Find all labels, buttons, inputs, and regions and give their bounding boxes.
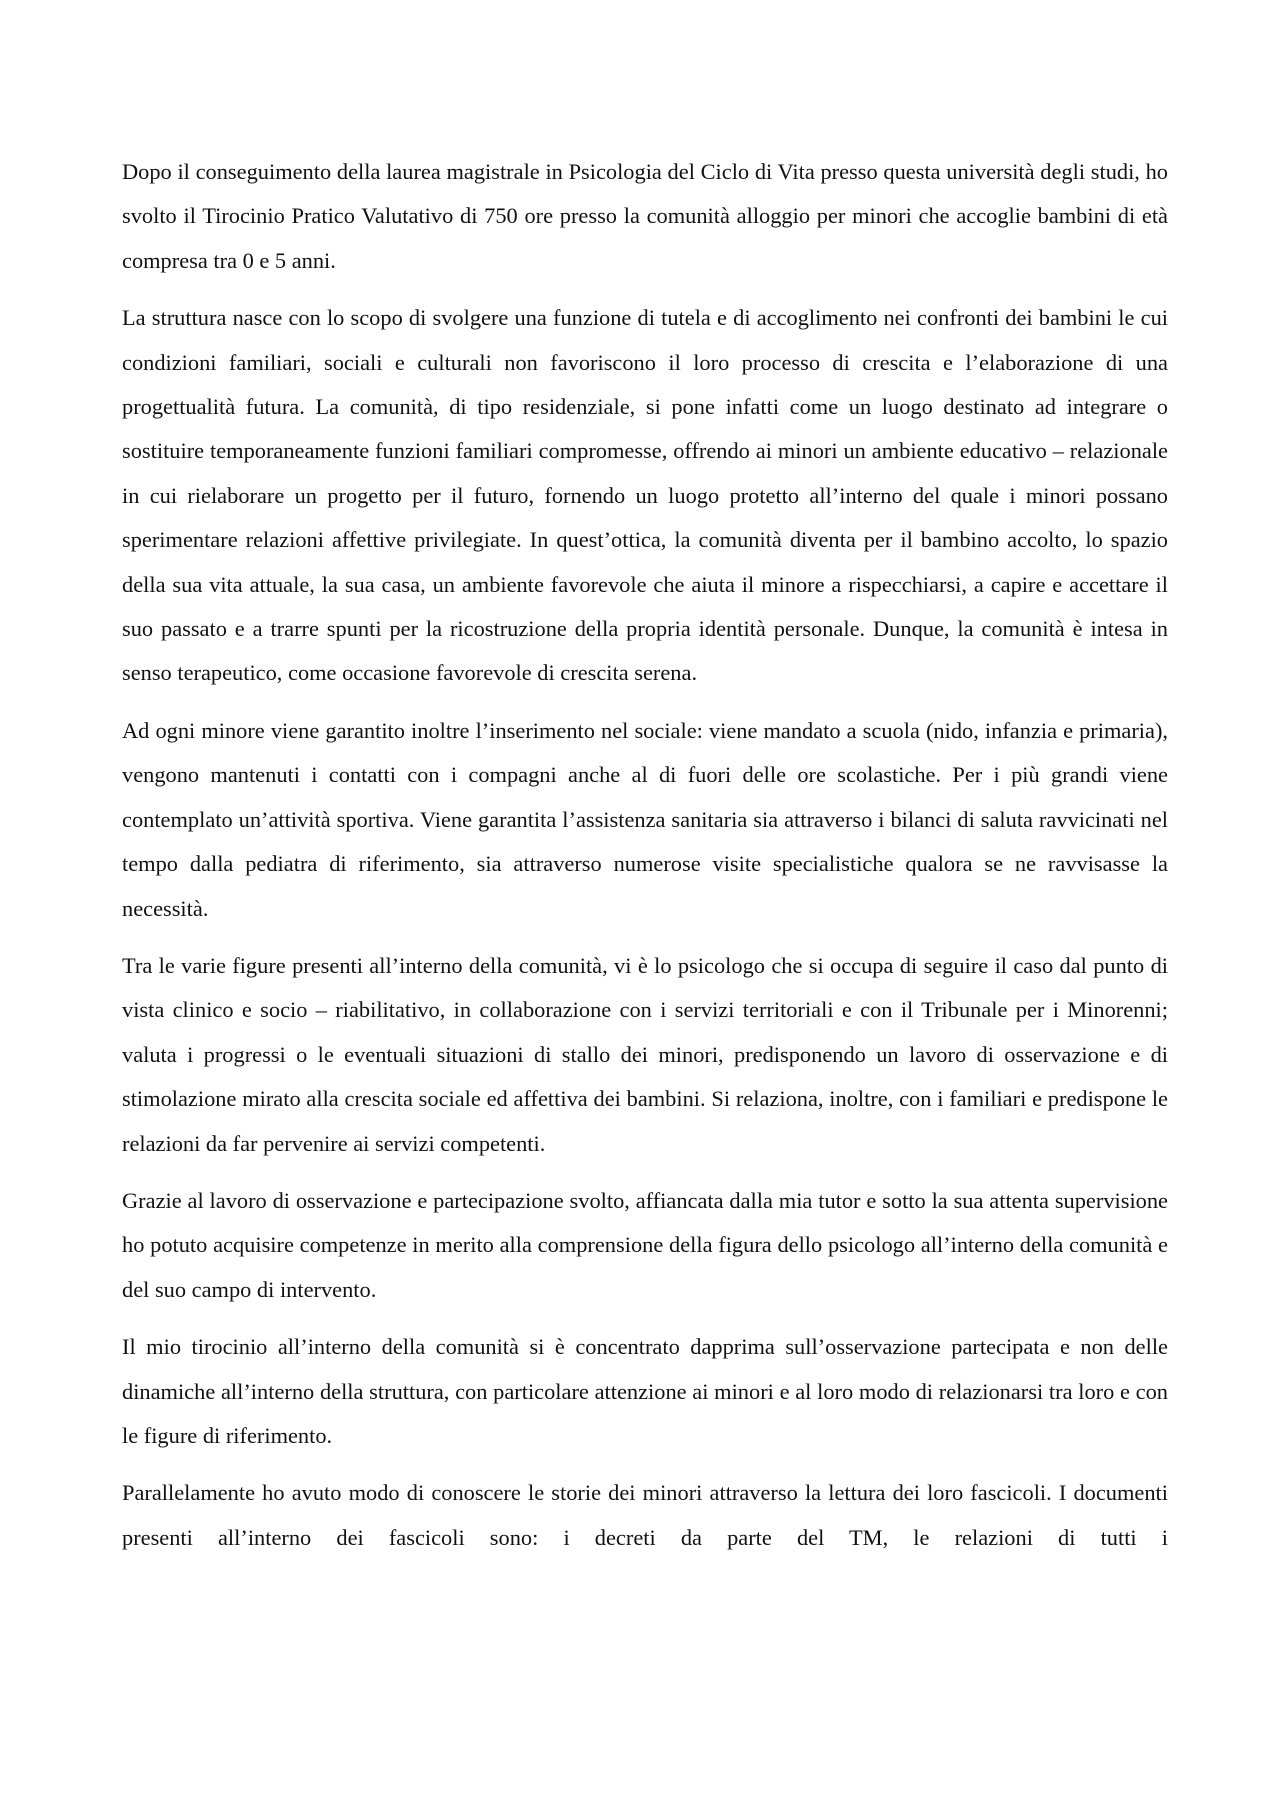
paragraph-observation: Il mio tirocinio all’interno della comunità si è concentrato dapprima sull’osservazione partecipata e non delle dinamiche all’interno della struttura, con particolare attenzione ai minori e al loro modo di relazionarsi tra loro e con le figure di riferimento. (122, 1334, 1168, 1448)
paragraph-case-files: Parallelamente ho avuto modo di conoscere le storie dei minori attraverso la lettura dei loro fascicoli. I documenti presenti all’interno dei fascicoli sono: i decreti da parte del TM, le relazioni di tutti i (122, 1480, 1168, 1550)
paragraph-social-inclusion: Ad ogni minore viene garantito inoltre l’inserimento nel sociale: viene mandato a scuola (nido, infanzia e primaria), vengono mantenuti i contatti con i compagni anche al di fuori delle ore scolastiche. Per i più grandi viene contemplato un’attività sportiva. Viene garantita l’assistenza sanitaria sia attraverso i bilanci di saluta ravvicinati nel tempo dalla pediatra di riferimento, sia attraverso numerose visite specialistiche qualora se ne ravvisasse la necessità. (122, 717, 1168, 921)
document-page (122, 150, 1168, 1573)
paragraph-psychologist-role: Tra le varie figure presenti all’interno della comunità, vi è lo psicologo che si occupa di seguire il caso dal punto di vista clinico e socio – riabilitativo, in collaborazione con i servizi territoriali e con il Tribunale per i Minorenni; valuta i progressi o le eventuali situazioni di stallo dei minori, predisponendo un lavoro di osservazione e di stimolazione mirato alla crescita sociale ed affettiva dei bambini. Si relaziona, inoltre, con i familiari e predispone le relazioni da far pervenire ai servizi competenti. (122, 952, 1168, 1156)
paragraph-structure: La struttura nasce con lo scopo di svolgere una funzione di tutela e di accoglimento nei confronti dei bambini le cui condizioni familiari, sociali e culturali non favoriscono il loro processo di crescita e l’elaborazione di una progettualità futura. La comunità, di tipo residenziale, si pone infatti come un luogo destinato ad integrare o sostituire temporaneamente funzioni familiari compromesse, offrendo ai minori un ambiente educativo – relazionale in cui rielaborare un progetto per il futuro, fornendo un luogo protetto all’interno del quale i minori possano sperimentare relazioni affettive privilegiate. In quest’ottica, la comunità diventa per il bambino accolto, lo spazio della sua vita attuale, la sua casa, un ambiente favorevole che aiuta il minore a rispecchiarsi, a capire e accettare il suo passato e a trarre spunti per la ricostruzione della propria identità personale. Dunque, la comunità è intesa in senso terapeutico, come occasione favorevole di crescita serena. (122, 305, 1168, 686)
paragraph-intro: Dopo il conseguimento della laurea magistrale in Psicologia del Ciclo di Vita presso questa università degli studi, ho svolto il Tirocinio Pratico Valutativo di 750 ore presso la comunità alloggio per minori che accoglie bambini di età compresa tra 0 e 5 anni. (122, 159, 1168, 273)
paragraph-supervision: Grazie al lavoro di osservazione e partecipazione svolto, affiancata dalla mia tutor e sotto la sua attenta supervisione ho potuto acquisire competenze in merito alla comprensione della figura dello psicologo all’interno della comunità e del suo campo di intervento. (122, 1187, 1168, 1302)
